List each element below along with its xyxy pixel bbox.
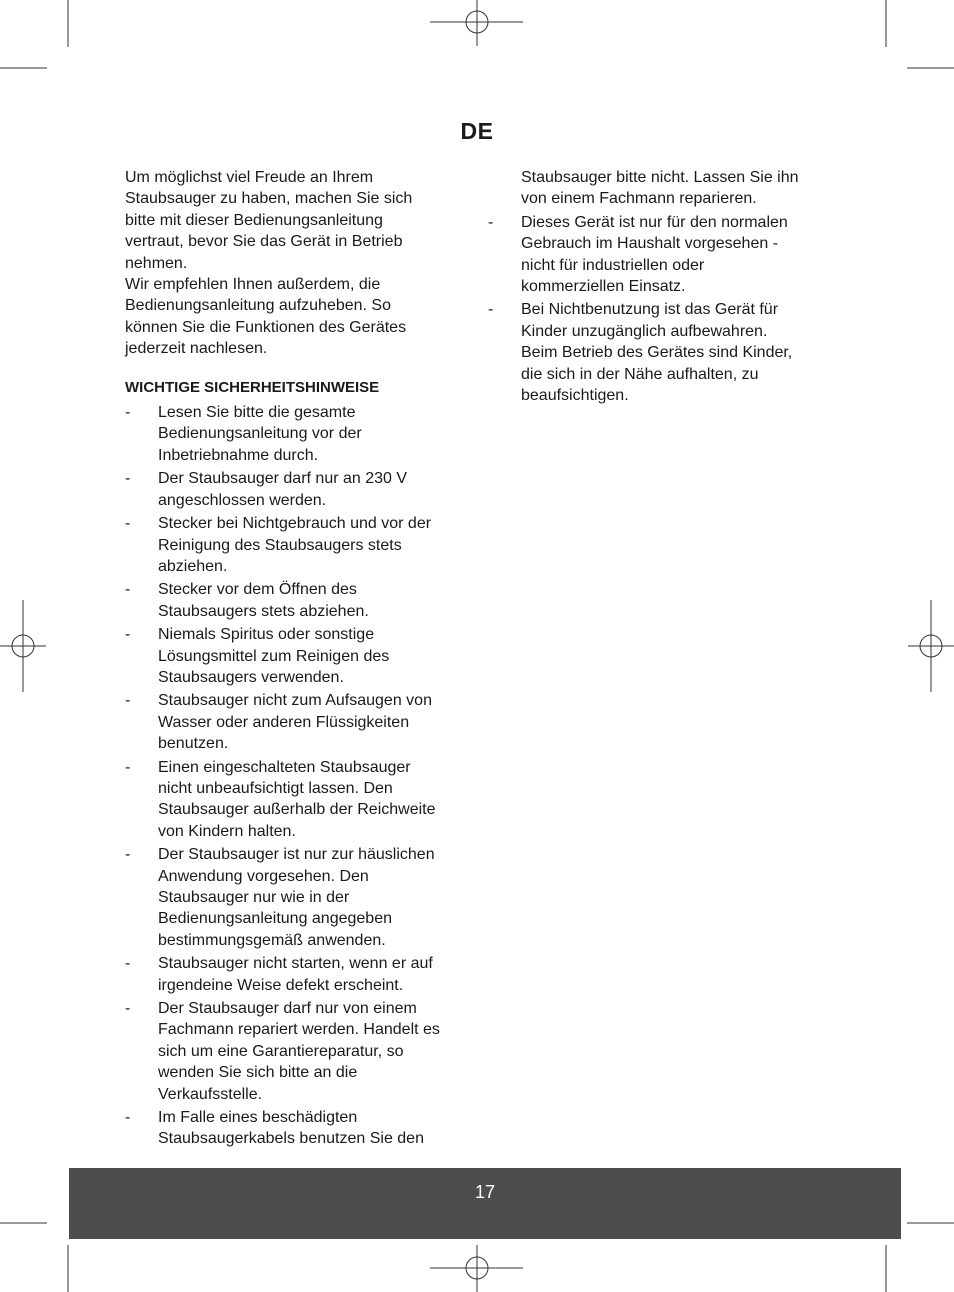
intro-line: Um möglichst viel Freude an Ihrem — [125, 169, 374, 186]
item-line: Einen eingeschalteten Staubsauger — [158, 758, 411, 776]
item-line: Staubsauger außerhalb der Reichweite — [158, 801, 436, 819]
item-line: wenden Sie sich bitte an die — [158, 1064, 358, 1082]
continued-item — [488, 167, 828, 210]
item-line: Staubsauger nicht zum Aufsaugen von — [158, 692, 432, 710]
item-line: von Kindern halten. — [158, 822, 296, 840]
item-line: Kinder unzugänglich aufbewahren. — [521, 322, 768, 340]
registration-mark-top — [430, 0, 523, 46]
language-heading: DE — [460, 118, 494, 144]
intro-line: jederzeit nachlesen. — [125, 340, 268, 358]
bullet-dash: - — [125, 404, 131, 422]
item-line: Stecker vor dem Öffnen des — [158, 581, 357, 599]
item-line: Staubsauger bitte nicht. Lassen Sie ihn — [521, 169, 799, 186]
bullet-dash: - — [125, 581, 131, 599]
item-line: Reinigung des Staubsaugers stets — [158, 536, 402, 554]
item-line: beaufsichtigen. — [521, 387, 629, 405]
item-line: die sich in der Nähe aufhalten, zu — [521, 365, 759, 383]
item-line: sich um eine Garantiereparatur, so — [158, 1042, 404, 1060]
list-item — [488, 212, 828, 298]
list-item — [125, 690, 465, 754]
intro-line: Wir empfehlen Ihnen außerdem, die — [125, 276, 381, 294]
item-line: Niemals Spiritus oder sonstige — [158, 626, 375, 644]
item-line: Staubsauger nur wie in der — [158, 889, 350, 906]
bullet-dash: - — [125, 846, 131, 864]
page-number: 17 — [474, 1182, 496, 1202]
item-line: Stecker bei Nichtgebrauch und vor der — [158, 515, 432, 533]
intro-line: vertraut, bevor Sie das Gerät in Betrieb — [125, 233, 403, 251]
list-item — [125, 1107, 465, 1150]
item-line: Staubsauger nicht starten, wenn er auf — [158, 955, 433, 973]
list-item — [125, 402, 465, 466]
intro-line: bitte mit dieser Bedienungsanleitung — [125, 211, 383, 229]
bullet-dash: - — [125, 758, 131, 776]
safety-list-continued — [488, 212, 828, 407]
bullet-dash: - — [125, 470, 131, 488]
item-line: Verkaufsstelle. — [158, 1085, 263, 1103]
item-line: Gebrauch im Haushalt vorgesehen - — [521, 235, 779, 253]
list-item — [125, 513, 465, 577]
list-item — [125, 468, 465, 511]
list-item — [125, 624, 465, 688]
bullet-dash: - — [125, 626, 131, 644]
item-line: Bedienungsanleitung vor der — [158, 425, 362, 443]
intro-line: nehmen. — [125, 254, 188, 272]
item-line: nicht unbeaufsichtigt lassen. Den — [158, 779, 393, 797]
item-line: angeschlossen werden. — [158, 491, 327, 509]
section-heading: WICHTIGE SICHERHEITSHINWEISE — [125, 378, 380, 396]
item-line: Fachmann repariert werden. Handelt es — [158, 1021, 440, 1039]
bullet-dash: - — [488, 213, 494, 231]
list-item — [488, 299, 828, 406]
item-line: Im Falle eines beschädigten — [158, 1109, 358, 1127]
bullet-dash: - — [125, 1000, 131, 1018]
item-line: nicht für industriellen oder — [521, 256, 705, 274]
item-line: Staubsaugerkabels benutzen Sie den — [158, 1130, 424, 1148]
registration-mark-right — [908, 600, 954, 692]
list-item — [125, 757, 465, 843]
item-line: Bei Nichtbenutzung ist das Gerät für — [521, 301, 779, 319]
footer-bar — [69, 1168, 901, 1239]
item-line: Anwendung vorgesehen. Den — [158, 867, 369, 885]
item-line: Lösungsmittel zum Reinigen des — [158, 647, 390, 665]
item-line: Dieses Gerät ist nur für den normalen — [521, 213, 788, 231]
registration-mark-bottom — [430, 1245, 523, 1292]
item-line: kommerziellen Einsatz. — [521, 278, 686, 296]
item-line: Wasser oder anderen Flüssigkeiten — [158, 713, 410, 731]
item-line: Staubsaugers stets abziehen. — [158, 602, 369, 620]
item-line: Inbetriebnahme durch. — [158, 446, 319, 464]
item-line: benutzen. — [158, 735, 229, 753]
item-line: Bedienungsanleitung angegeben — [158, 910, 392, 928]
bullet-dash: - — [125, 515, 131, 533]
item-line: Staubsaugers verwenden. — [158, 668, 344, 686]
bullet-dash: - — [125, 1109, 131, 1127]
safety-list — [125, 402, 465, 1150]
item-line: Der Staubsauger darf nur an 230 V — [158, 470, 408, 488]
list-item — [125, 844, 465, 951]
item-line: Der Staubsauger darf nur von einem — [158, 1000, 417, 1018]
list-item — [125, 953, 465, 996]
item-line: bestimmungsgemäß anwenden. — [158, 931, 386, 949]
intro-line: können Sie die Funktionen des Gerätes — [125, 318, 407, 336]
list-item — [125, 998, 465, 1105]
bullet-dash: - — [488, 301, 494, 319]
bullet-dash: - — [125, 955, 131, 973]
intro-line: Bedienungsanleitung aufzuheben. So — [125, 297, 391, 315]
left-column — [125, 167, 465, 1152]
intro-paragraph — [125, 167, 465, 360]
item-line: von einem Fachmann reparieren. — [521, 190, 757, 208]
right-column — [488, 167, 828, 408]
bullet-dash: - — [125, 692, 131, 710]
item-line: Beim Betrieb des Gerätes sind Kinder, — [521, 344, 793, 362]
registration-mark-left — [0, 600, 46, 692]
list-item — [125, 579, 465, 622]
item-line: abziehen. — [158, 557, 228, 575]
item-line: Der Staubsauger ist nur zur häuslichen — [158, 846, 435, 864]
item-line: Lesen Sie bitte die gesamte — [158, 404, 356, 422]
intro-line: Staubsauger zu haben, machen Sie sich — [125, 190, 413, 208]
item-line: irgendeine Weise defekt erscheint. — [158, 976, 404, 994]
